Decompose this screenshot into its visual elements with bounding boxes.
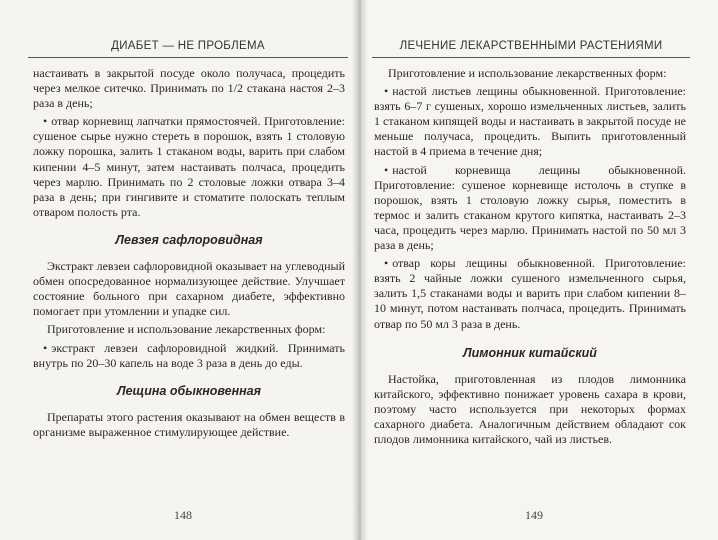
paragraph: Настойка, приготовленная из плодов лимонника китайского, эффективно понижает уровень сахара в крови, поэтому часто используется при некоторых формах сахарного диабета. Аналогичным действием обладают сок плодов лимонника китайского, чай из листьев. [374, 371, 686, 447]
bullet-text: экстракт левзеи сафлоровидной жидкий. Принимать внутрь по 20–30 капель на воде 3 раза в день до еды. [33, 340, 345, 370]
bullet-icon: • [384, 162, 389, 177]
left-page-body [33, 66, 345, 440]
section-heading: Левзея сафлоровидная [115, 232, 263, 247]
book-gutter [352, 0, 368, 540]
bullet-item [33, 341, 345, 371]
bullet-text: настой корневища лещины обыкновенной. Приготовление: сушеное корневище истолочь в ступке в порошок, взять 1 столовую ложку сырья, поместить в термос и залить стаканом крутого кипятка, настаивать 2–3 часа, процедить через марлю. Принимать настой по 50 мл 3 раза в день; [374, 162, 686, 253]
bullet-item [374, 84, 686, 159]
bullet-item [33, 114, 345, 220]
bullet-icon: • [384, 256, 389, 271]
right-page-body [374, 66, 686, 447]
paragraph: Экстракт левзеи сафлоровидной оказывает на углеводный обмен опосредованное нормализующее действие. Улучшает состояние больного при сахарном диабете, эффективно помогает при утомлении и упадке сил. [33, 259, 345, 319]
section-heading: Лимонник китайский [463, 345, 597, 360]
section-heading: Лещина обыкновенная [116, 383, 261, 398]
paragraph: Препараты этого растения оказывают на обмен веществ в организме выраженное стимулирующее действие. [33, 409, 345, 439]
right-header-rule [372, 57, 690, 58]
right-running-head: ЛЕЧЕНИЕ ЛЕКАРСТВЕННЫМИ РАСТЕНИЯМИ [399, 40, 663, 52]
bullet-item [374, 256, 686, 331]
paragraph: Приготовление и использование лекарственных форм: [388, 66, 667, 80]
right-page-number: 149 [525, 508, 543, 522]
bullet-icon: • [384, 84, 389, 99]
paragraph: настаивать в закрытой посуде около получаса, процедить через мелкое ситечко. Принимать по 1/2 стакана настоя 2–3 раза в день; [33, 66, 345, 111]
left-header-rule [28, 57, 348, 58]
bullet-icon: • [43, 114, 48, 129]
bullet-item [374, 163, 686, 254]
left-page-number: 148 [174, 508, 192, 522]
bullet-text: настой листьев лещины обыкновенной. Приготовление: взять 6–7 г сушеных, хорошо измельченных листьев, залить 1 стаканом кипящей воды и настаивать в закрытой посуде не меньше получаса, процедить. Выпить приготовленный настой в 4 приема в течение дня; [374, 84, 686, 159]
bullet-icon: • [43, 340, 48, 355]
paragraph: Приготовление и использование лекарственных форм: [47, 322, 326, 337]
bullet-text: отвар корневищ лапчатки прямостоячей. Приготовление: сушеное сырье нужно стереть в порошок, взять 1 столовую ложку порошка, залить 1 стаканом воды, варить при слабом кипении 4–5 минут, затем настаивать полчаса, процедить через марлю. Принимать по 2 столовые ложки отвара 3–4 раза в день; при гингивите и стоматите полоскать теплым отваром полость рта. [33, 114, 345, 219]
bullet-text: отвар коры лещины обыкновенной. Приготовление: взять 2 чайные ложки сушеного измельченного сырья, залить 1,5 стаканами воды и варить при слабом кипении 8–10 минут, потом настаивать полчаса, процедить. Принимать отвар по 50 мл 3 раза в день. [374, 256, 686, 331]
left-running-head: ДИАБЕТ — НЕ ПРОБЛЕМА [111, 40, 265, 52]
